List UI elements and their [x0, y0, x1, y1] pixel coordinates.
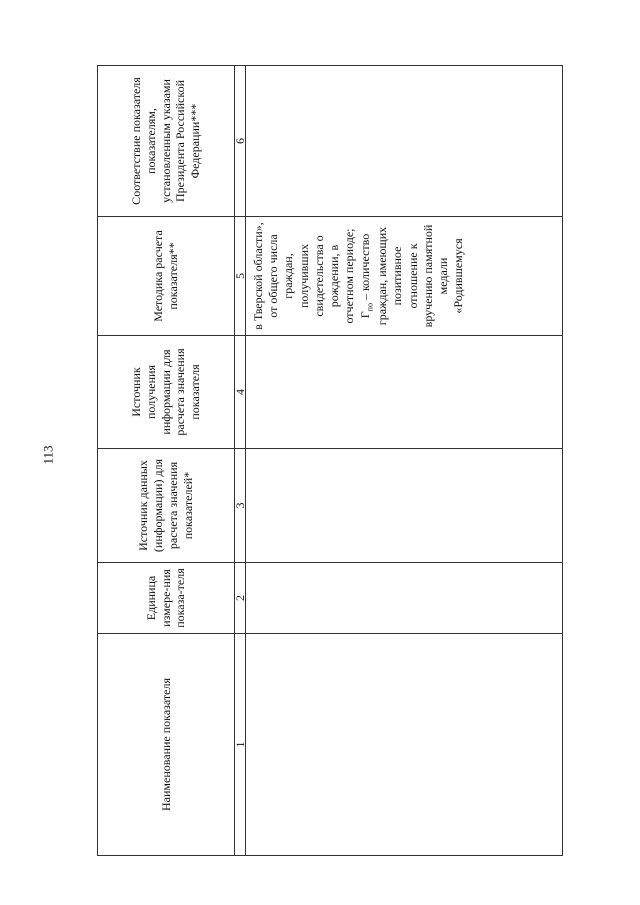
page-number-text: 113 — [41, 445, 56, 465]
column-number-1: 1 — [235, 634, 246, 856]
cell-indicator-name — [246, 634, 563, 856]
page-number — [36, 440, 62, 470]
column-number-5: 5 — [235, 217, 246, 336]
header-info-source: Источник получения информации для расчета значения показателя — [98, 336, 235, 449]
cell-info-source — [246, 336, 563, 449]
table-row — [246, 66, 563, 856]
cell-unit — [246, 563, 563, 634]
header-calculation-method: Методика расчета показателя** — [98, 217, 235, 336]
cell-calculation-method — [246, 217, 563, 336]
rotated-table-frame — [97, 66, 563, 856]
header-indicator-name: Наименование показателя — [98, 634, 235, 856]
header-data-source: Источник данных (информации) для расчета значения показателей* — [98, 449, 235, 563]
table-header-row — [98, 66, 235, 856]
cell-data-source — [246, 449, 563, 563]
header-unit: Единица измере-ния показа-теля — [98, 563, 235, 634]
column-number-3: 3 — [235, 449, 246, 563]
column-number-row — [235, 66, 246, 856]
table-container — [97, 66, 563, 856]
method-text-before: в Тверской области», от общего числа граждан, получивших свидетельства о рождении, в отчетном периоде; Г — [251, 222, 372, 330]
column-number-4: 4 — [235, 336, 246, 449]
method-symbol-subscript: по — [365, 303, 375, 312]
column-number-2: 2 — [235, 563, 246, 634]
method-description — [246, 221, 467, 331]
cell-decree-compliance — [246, 66, 563, 217]
indicators-table — [97, 65, 563, 856]
method-text-after: – количество граждан, имеющих позитивное отношение к вручению памятной медали «Родившемуся — [357, 224, 466, 328]
column-number-6: 6 — [235, 66, 246, 217]
header-decree-compliance: Соответствие показателя показателям, установленным указами Президента Российской Федерации*** — [98, 66, 235, 217]
